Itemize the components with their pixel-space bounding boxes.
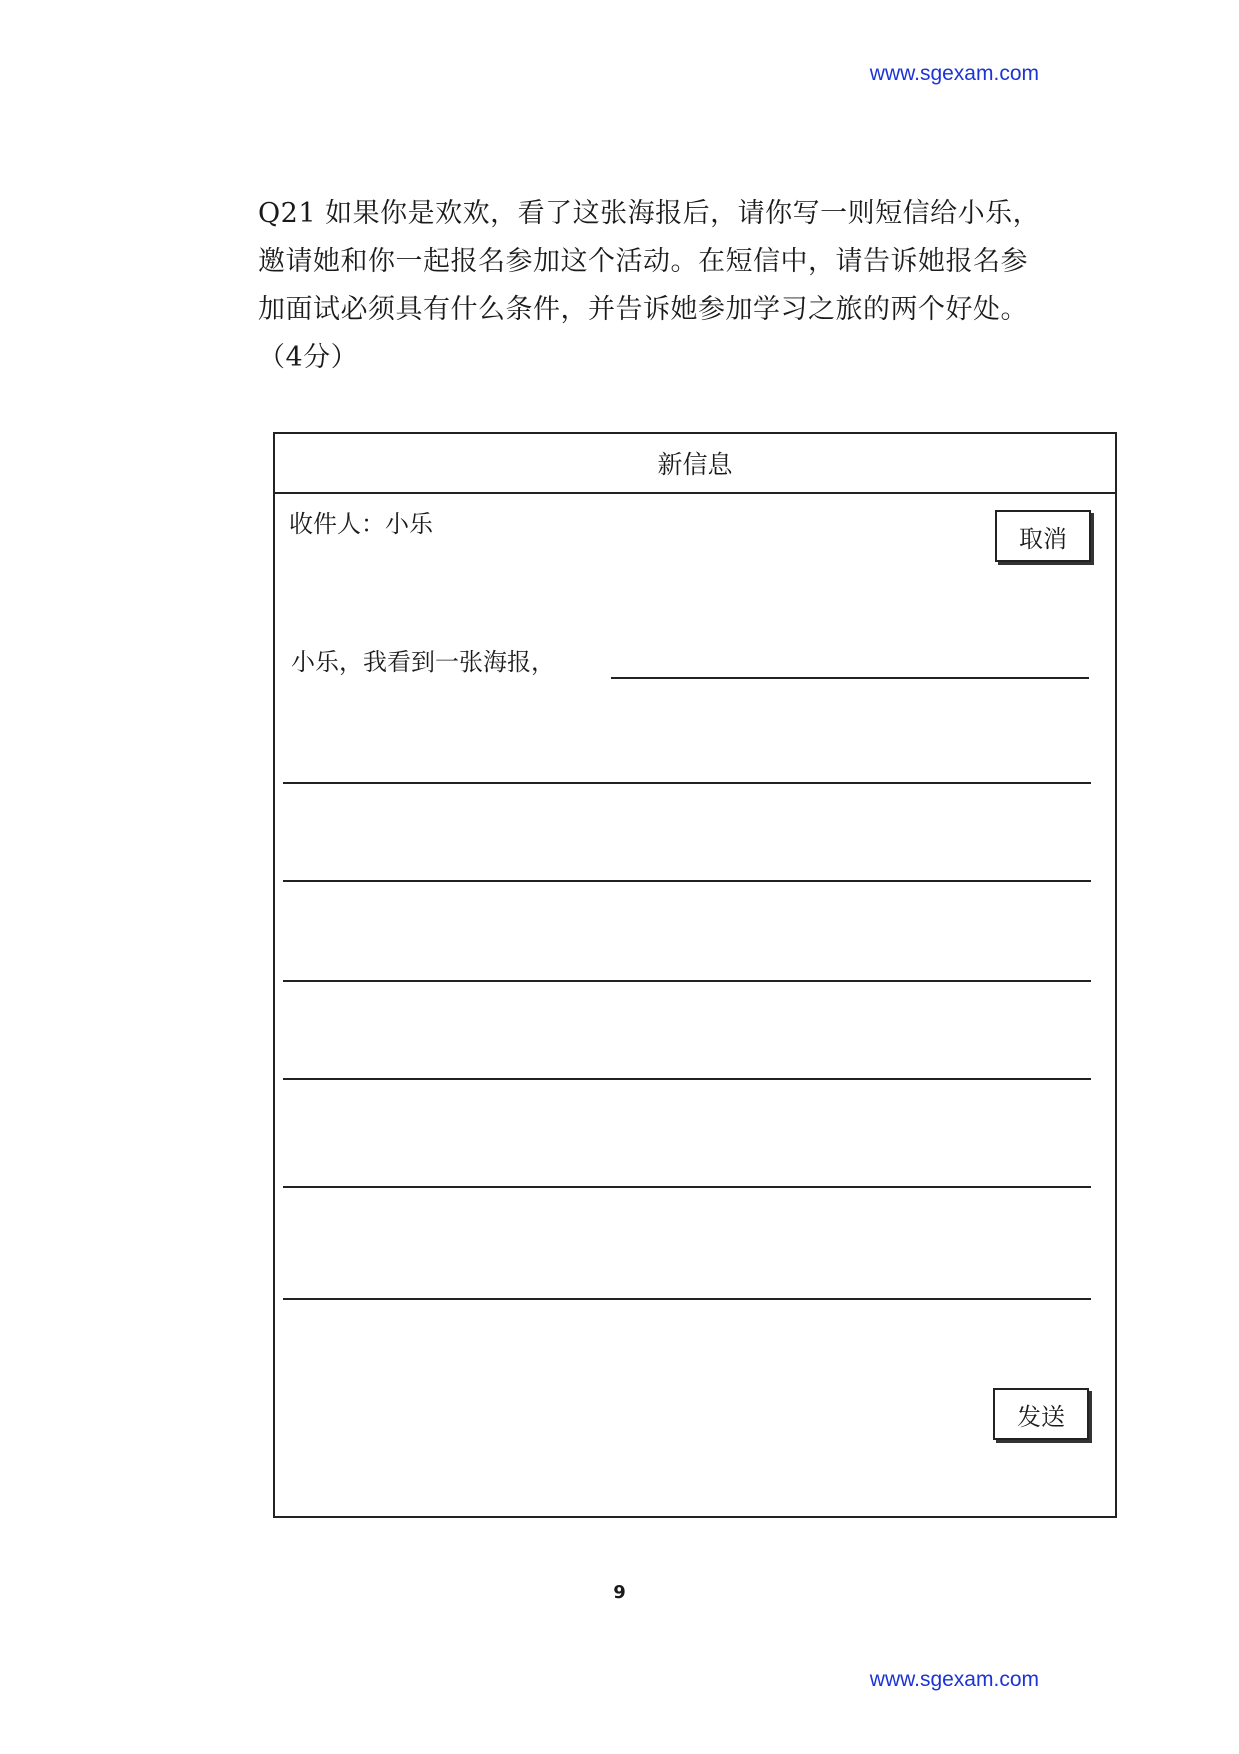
question-line-1: Q21 如果你是欢欢，看了这张海报后，请你写一则短信给小乐， [258, 198, 1041, 229]
answer-line-7[interactable] [283, 1298, 1091, 1300]
question-line-4: （4分） [258, 342, 359, 373]
answer-line-2[interactable] [283, 782, 1091, 784]
message-form [273, 432, 1117, 1518]
recipient-field: 收件人：小乐 [289, 510, 433, 538]
question-line-2: 邀请她和你一起报名参加这个活动。在短信中，请告诉她报名参 [258, 246, 1028, 277]
send-button[interactable]: 发送 [993, 1388, 1089, 1440]
cancel-button[interactable]: 取消 [995, 510, 1091, 562]
message-header [275, 434, 1115, 494]
question-text [258, 190, 1118, 382]
answer-line-5[interactable] [283, 1078, 1091, 1080]
message-header-title: 新信息 [657, 450, 733, 479]
answer-line-1[interactable] [611, 677, 1089, 679]
answer-line-4[interactable] [283, 980, 1091, 982]
message-starter-text: 小乐，我看到一张海报， [291, 648, 555, 676]
page-number: 9 [613, 1582, 626, 1603]
watermark-top: www.sgexam.com [869, 62, 1039, 85]
question-line-3: 加面试必须具有什么条件，并告诉她参加学习之旅的两个好处。 [258, 294, 1028, 325]
watermark-bottom: www.sgexam.com [869, 1668, 1039, 1691]
answer-line-6[interactable] [283, 1186, 1091, 1188]
answer-line-3[interactable] [283, 880, 1091, 882]
